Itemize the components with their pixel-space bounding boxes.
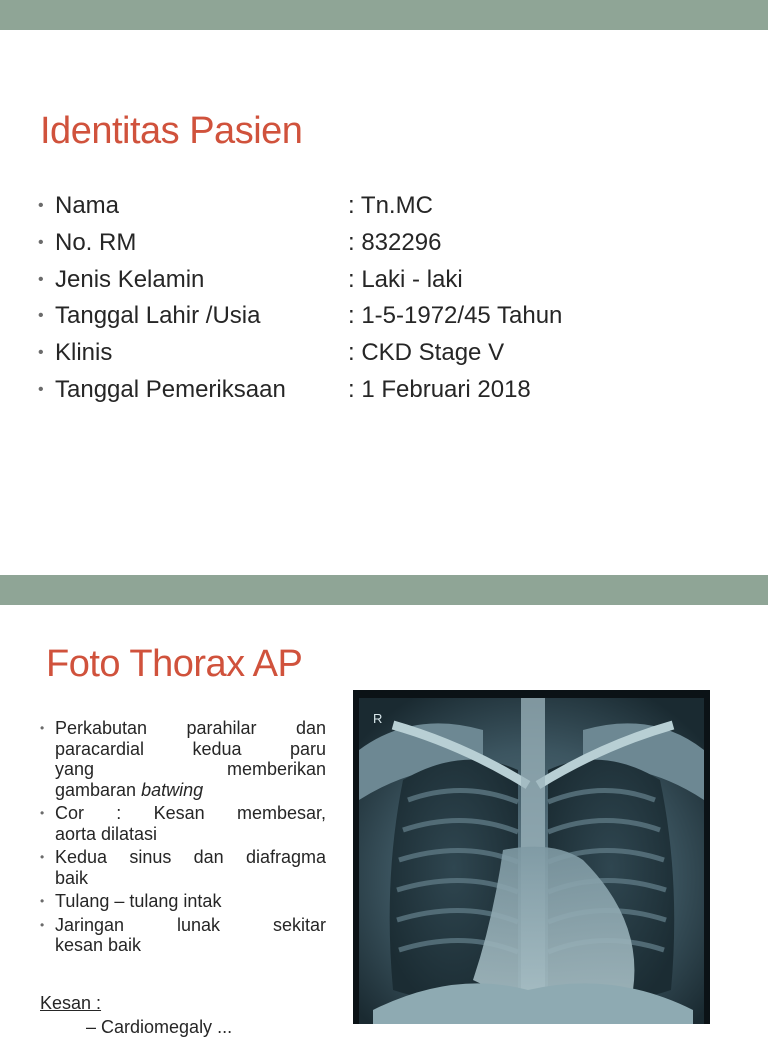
list-item <box>38 915 326 956</box>
field-label: Jenis Kelamin <box>55 265 205 293</box>
impression-label: Kesan : <box>40 993 102 1013</box>
finding-line: Perkabutan parahilar dan <box>55 718 326 738</box>
list-item <box>38 262 738 299</box>
patient-identity-list <box>38 188 738 409</box>
finding-line: yang memberikan <box>55 759 326 779</box>
slide-title: Identitas Pasien <box>40 110 303 152</box>
field-label: Tanggal Pemeriksaan <box>55 375 286 403</box>
bullet-icon: • <box>40 917 45 932</box>
finding-emphasis: batwing <box>141 779 204 800</box>
field-value: : 1-5-1972/45 Tahun <box>348 302 563 330</box>
list-item <box>38 372 738 409</box>
finding-line: aorta dilatasi <box>55 823 158 844</box>
field-value: : 1 Februari 2018 <box>348 375 531 403</box>
finding-text: gambaran <box>55 779 142 800</box>
chest-xray-graphic <box>353 690 710 1024</box>
finding-line: Jaringan lunak sekitar <box>55 914 326 935</box>
slide-thorax-xray <box>0 575 768 1037</box>
bullet-icon: • <box>38 270 44 288</box>
finding-line: Kedua sinus dan diafragma <box>55 847 326 867</box>
bullet-icon: • <box>38 344 44 362</box>
field-value: : Tn.MC <box>348 192 433 219</box>
bullet-icon: • <box>40 806 45 820</box>
slide-top-bar <box>0 575 768 605</box>
list-item <box>38 718 326 800</box>
slide-top-bar <box>0 0 768 30</box>
field-label: Klinis <box>55 339 113 367</box>
field-label: Tanggal Lahir /Usia <box>55 302 261 330</box>
finding-line: Cor : Kesan membesar, <box>55 803 326 823</box>
findings-list <box>38 718 326 959</box>
bullet-icon: • <box>38 380 44 398</box>
field-label: Nama <box>55 192 120 219</box>
finding-line: baik <box>55 867 89 888</box>
bullet-icon: • <box>38 307 44 325</box>
list-item <box>38 803 326 844</box>
list-item <box>38 298 738 335</box>
field-label: No. RM <box>55 228 137 256</box>
slide-title: Foto Thorax AP <box>46 643 303 685</box>
list-item <box>38 891 326 912</box>
chest-xray-image <box>353 690 710 1024</box>
xray-marker: R <box>373 711 383 726</box>
list-item <box>38 335 738 372</box>
bullet-icon: • <box>40 894 45 908</box>
field-value: : 832296 <box>348 228 442 256</box>
field-value: : Laki - laki <box>348 265 463 293</box>
field-value: : CKD Stage V <box>348 339 505 367</box>
finding-line: kesan baik <box>55 935 142 955</box>
bullet-icon: • <box>38 233 44 251</box>
list-item <box>38 225 738 262</box>
finding-line: paracardial kedua paru <box>55 738 326 759</box>
bullet-icon: • <box>40 721 45 735</box>
list-item <box>38 188 738 225</box>
impression-text: – Cardiomegaly ... <box>86 1017 233 1037</box>
bullet-icon: • <box>40 850 45 864</box>
list-item <box>38 847 326 888</box>
bullet-icon: • <box>38 197 44 214</box>
finding-line <box>55 780 326 801</box>
finding-line: Tulang – tulang intak <box>55 891 222 911</box>
